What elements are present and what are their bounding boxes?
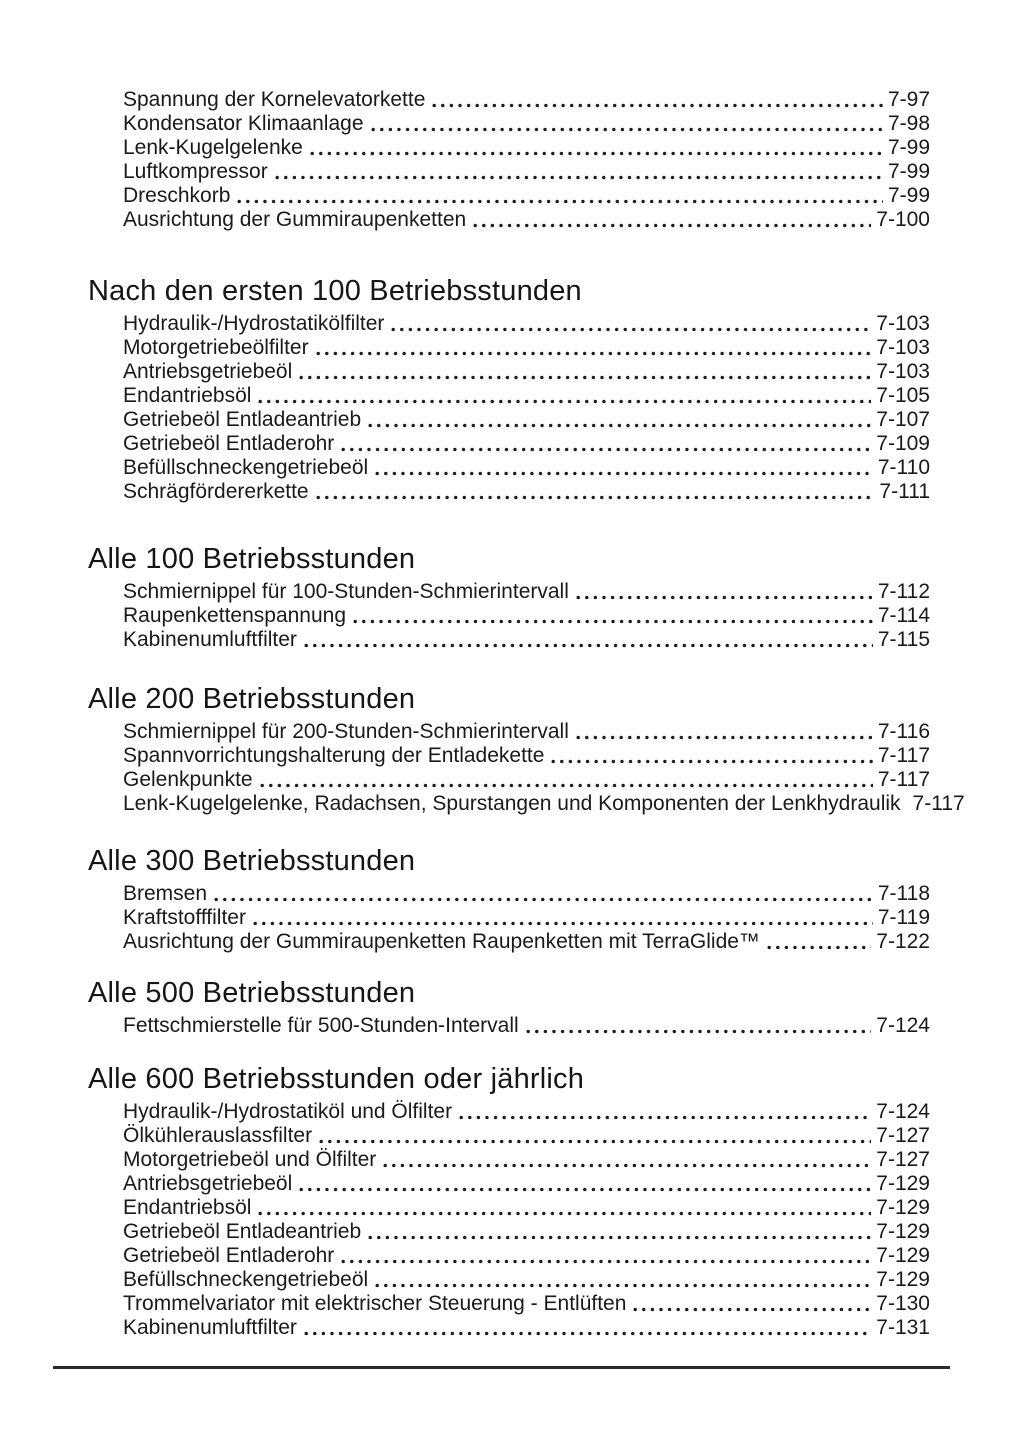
- toc-section: [88, 682, 965, 816]
- toc-item-label: Schrägfördererkette: [123, 480, 309, 503]
- dot-leader: [304, 1330, 871, 1337]
- dot-leader: [767, 944, 871, 951]
- toc-item: [123, 720, 930, 744]
- toc-item-page: 7-105: [876, 384, 930, 407]
- toc-item: [123, 336, 930, 360]
- toc-item-label: Lenk-Kugelgelenke, Radachsen, Spurstangen und Komponenten der Lenkhydraulik: [123, 792, 901, 815]
- toc-item: [123, 456, 930, 480]
- toc-item-page: 7-129: [876, 1196, 930, 1219]
- toc-item-label: Antriebsgetriebeöl: [123, 1172, 293, 1195]
- toc-item-label: Ausrichtung der Gummiraupenketten Raupenketten mit TerraGlide™: [123, 930, 760, 953]
- toc-item-page: 7-97: [887, 88, 930, 111]
- toc-item-page: 7-129: [876, 1244, 930, 1267]
- toc-item-page: 7-98: [887, 112, 930, 135]
- dot-leader: [304, 642, 873, 649]
- toc-item-page: 7-130: [876, 1292, 930, 1315]
- toc-item: [123, 1172, 930, 1196]
- dot-leader: [275, 174, 883, 181]
- toc-item-page: 7-124: [876, 1100, 930, 1123]
- toc-item-label: Getriebeöl Entladerohr: [123, 1244, 335, 1267]
- dot-leader: [368, 422, 871, 429]
- dot-leader: [299, 374, 871, 381]
- toc-item: [123, 1124, 930, 1148]
- toc-item-page: 7-129: [876, 1220, 930, 1243]
- toc-item-page: 7-99: [887, 184, 930, 207]
- toc-item-label: Dreschkorb: [123, 184, 231, 207]
- dot-leader: [551, 758, 872, 765]
- toc-item-page: 7-118: [877, 882, 930, 905]
- toc-item-label: Kraftstofffilter: [123, 906, 246, 929]
- toc-item-label: Gelenkpunkte: [123, 768, 253, 791]
- toc-item: [123, 160, 930, 184]
- toc-item: [123, 1148, 930, 1172]
- dot-leader: [633, 1306, 871, 1313]
- toc-item: [123, 628, 930, 652]
- toc-item-label: Antriebsgetriebeöl: [123, 360, 293, 383]
- toc-item-label: Motorgetriebeöl und Ölfilter: [123, 1148, 377, 1171]
- toc-item-page: 7-131: [876, 1316, 930, 1339]
- toc-item-page: 7-107: [876, 408, 930, 431]
- toc-item: [123, 360, 930, 384]
- toc-item-label: Schmiernippel für 200-Stunden-Schmierintervall: [123, 720, 569, 743]
- toc-item-label: Getriebeöl Entladeantrieb: [123, 408, 362, 431]
- toc-item: [123, 384, 930, 408]
- dot-leader: [576, 594, 873, 601]
- toc-section: [88, 976, 930, 1038]
- toc-item: [123, 792, 965, 816]
- toc-item-page: 7-124: [876, 1014, 930, 1037]
- page-footer-rule: [53, 1366, 950, 1369]
- dot-leader: [299, 1186, 871, 1193]
- toc-item-label: Kabinenumluftfilter: [123, 1316, 297, 1339]
- dot-leader: [375, 1282, 871, 1289]
- toc-item: [123, 208, 930, 232]
- section-heading: Nach den ersten 100 Betriebsstunden: [88, 275, 582, 307]
- toc-item-label: Hydraulik-/Hydrostatikölfilter: [123, 312, 385, 335]
- toc-item-page: 7-103: [876, 336, 930, 359]
- toc-item-label: Befüllschneckengetriebeöl: [123, 1268, 369, 1291]
- dot-leader: [258, 398, 871, 405]
- dot-leader: [368, 1234, 871, 1241]
- toc-item: [123, 136, 930, 160]
- section-heading: Alle 500 Betriebsstunden: [88, 977, 416, 1009]
- dot-leader: [371, 126, 883, 133]
- toc-item-page: 7-110: [877, 456, 930, 479]
- toc-item-label: Kabinenumluftfilter: [123, 628, 297, 651]
- toc-item-page: 7-122: [876, 930, 930, 953]
- dot-leader: [258, 1210, 871, 1217]
- toc-item: [123, 312, 930, 336]
- toc-item: [123, 1268, 930, 1292]
- toc-item: [123, 1100, 930, 1124]
- toc-item: [123, 408, 930, 432]
- dot-leader: [473, 222, 871, 229]
- dot-leader: [341, 446, 871, 453]
- toc-item-page: 7-119: [877, 906, 930, 929]
- toc-item-page: 7-109: [876, 432, 930, 455]
- toc-item-page: 7-117: [877, 768, 930, 791]
- section-heading: Alle 200 Betriebsstunden: [88, 683, 416, 715]
- toc-item-page: 7-103: [876, 312, 930, 335]
- toc-item-label: Hydraulik-/Hydrostatiköl und Ölfilter: [123, 1100, 453, 1123]
- toc-item-label: Endantriebsöl: [123, 1196, 252, 1219]
- toc-item-page: 7-129: [876, 1172, 930, 1195]
- toc-item-page: 7-100: [876, 208, 930, 231]
- toc-item: [123, 1220, 930, 1244]
- dot-leader: [383, 1162, 871, 1169]
- toc-item-label: Raupenkettenspannung: [123, 604, 347, 627]
- toc-section: [88, 1062, 930, 1340]
- toc-item-label: Spannung der Kornelevatorkette: [123, 88, 426, 111]
- toc-item-label: Kondensator Klimaanlage: [123, 112, 364, 135]
- dot-leader: [341, 1258, 871, 1265]
- toc-item-page: 7-103: [876, 360, 930, 383]
- dot-leader: [353, 618, 873, 625]
- toc-item-page: 7-112: [877, 580, 930, 603]
- toc-item: [123, 1316, 930, 1340]
- toc-item: [123, 744, 930, 768]
- toc-item-page: 7-129: [876, 1268, 930, 1291]
- dot-leader: [459, 1114, 871, 1121]
- toc-item-page: 7-115: [877, 628, 930, 651]
- table-of-contents: [88, 0, 965, 1340]
- toc-item: [123, 882, 930, 906]
- dot-leader: [316, 350, 872, 357]
- toc-item-label: Befüllschneckengetriebeöl: [123, 456, 369, 479]
- toc-item: [123, 480, 930, 504]
- toc-section: [88, 274, 930, 504]
- toc-item: [123, 1196, 930, 1220]
- dot-leader: [260, 782, 873, 789]
- toc-section: [88, 542, 930, 652]
- toc-item: [123, 184, 930, 208]
- toc-item-label: Motorgetriebeölfilter: [123, 336, 309, 359]
- toc-item: [123, 1292, 930, 1316]
- toc-item-label: Fettschmierstelle für 500-Stunden-Intervall: [123, 1014, 519, 1037]
- toc-item: [123, 432, 930, 456]
- dot-leader: [319, 1138, 871, 1145]
- toc-item-label: Ausrichtung der Gummiraupenketten: [123, 208, 467, 231]
- toc-item-page: 7-116: [877, 720, 930, 743]
- toc-item: [123, 112, 930, 136]
- toc-item-label: Bremsen: [123, 882, 208, 905]
- toc-item-label: Endantriebsöl: [123, 384, 252, 407]
- toc-item-label: Ölkühlerauslassfilter: [123, 1124, 313, 1147]
- dot-leader: [214, 896, 873, 903]
- dot-leader: [375, 470, 873, 477]
- section-heading: Alle 600 Betriebsstunden oder jährlich: [88, 1063, 585, 1095]
- dot-leader: [253, 920, 873, 927]
- toc-section: [88, 844, 930, 954]
- toc-item: [123, 930, 930, 954]
- toc-item-label: Spannvorrichtungshalterung der Entladekette: [123, 744, 545, 767]
- toc-item-label: Luftkompressor: [123, 160, 268, 183]
- dot-leader: [237, 198, 883, 205]
- toc-item-page: 7-99: [887, 136, 930, 159]
- toc-item: [123, 906, 930, 930]
- toc-item-label: Trommelvariator mit elektrischer Steuerung - Entlüften: [123, 1292, 627, 1315]
- dot-leader: [576, 734, 873, 741]
- toc-item: [123, 604, 930, 628]
- toc-item-label: Schmiernippel für 100-Stunden-Schmierintervall: [123, 580, 569, 603]
- toc-item-label: Getriebeöl Entladerohr: [123, 432, 335, 455]
- toc-item: [123, 88, 930, 112]
- dot-leader: [310, 150, 883, 157]
- toc-item-label: Getriebeöl Entladeantrieb: [123, 1220, 362, 1243]
- toc-item: [123, 1014, 930, 1038]
- toc-item-page: 7-117: [912, 792, 965, 815]
- dot-leader: [526, 1028, 872, 1035]
- toc-item-page: 7-111: [879, 480, 930, 503]
- section-heading: Alle 300 Betriebsstunden: [88, 845, 416, 877]
- toc-item-page: 7-127: [876, 1124, 930, 1147]
- toc-section: [88, 88, 930, 232]
- toc-item-page: 7-114: [877, 604, 930, 627]
- toc-item: [123, 1244, 930, 1268]
- section-heading: Alle 100 Betriebsstunden: [88, 543, 416, 575]
- toc-item-page: 7-127: [876, 1148, 930, 1171]
- dot-leader: [316, 494, 875, 501]
- toc-item-page: 7-117: [877, 744, 930, 767]
- toc-item-page: 7-99: [887, 160, 930, 183]
- toc-item: [123, 768, 930, 792]
- toc-item: [123, 580, 930, 604]
- toc-item-label: Lenk-Kugelgelenke: [123, 136, 303, 159]
- dot-leader: [391, 326, 871, 333]
- dot-leader: [432, 102, 883, 109]
